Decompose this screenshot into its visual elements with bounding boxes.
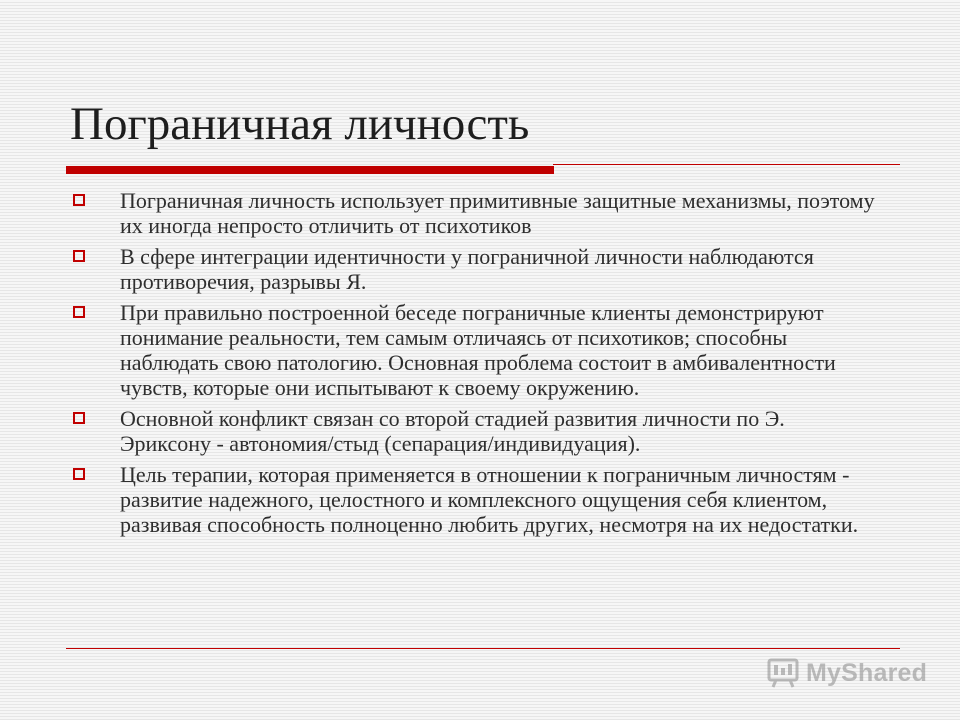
presentation-board-icon xyxy=(766,656,800,690)
square-bullet-icon xyxy=(73,412,85,424)
square-bullet-icon xyxy=(73,194,85,206)
bullet-item-4 xyxy=(70,406,880,456)
watermark-logo xyxy=(766,656,927,690)
bullet-text: Пограничная личность использует примитивные защитные механизмы, поэтому их иногда непросто отличить от психотиков xyxy=(120,188,875,238)
title-underline-thick xyxy=(66,166,554,174)
bullet-item-3 xyxy=(70,300,880,400)
square-bullet-icon xyxy=(73,250,85,262)
watermark-text: MyShared xyxy=(806,658,928,687)
square-bullet-icon xyxy=(73,468,85,480)
slide-title: Пограничная личность xyxy=(70,98,530,150)
bullet-item-5 xyxy=(70,462,880,537)
footer-divider xyxy=(66,648,900,649)
bullet-text: В сфере интеграции идентичности у пограничной личности наблюдаются противоречия, разрывы Я. xyxy=(120,244,814,294)
bullet-text: Основной конфликт связан со второй стадией развития личности по Э. Эриксону - автономия/стыд (сепарация/индивидуация). xyxy=(120,406,785,456)
bullet-item-1 xyxy=(70,188,880,238)
square-bullet-icon xyxy=(73,306,85,318)
title-underline-thin xyxy=(553,164,900,165)
bullet-item-2 xyxy=(70,244,880,294)
bullet-text: При правильно построенной беседе пограничные клиенты демонстрируют понимание реальности, тем самым отличаясь от психотиков; способны наблюдать свою патологию. Основная проблема состоит в амбивалентности чувств, которые они испытывают к своему окружению. xyxy=(120,300,836,400)
bullet-text: Цель терапии, которая применяется в отношении к пограничным личностям - развитие надежного, целостного и комплексного ощущения себя клиентом, развивая способность полноценно любить других, несмотря на их недостатки. xyxy=(120,462,859,537)
bullet-list xyxy=(70,188,880,543)
